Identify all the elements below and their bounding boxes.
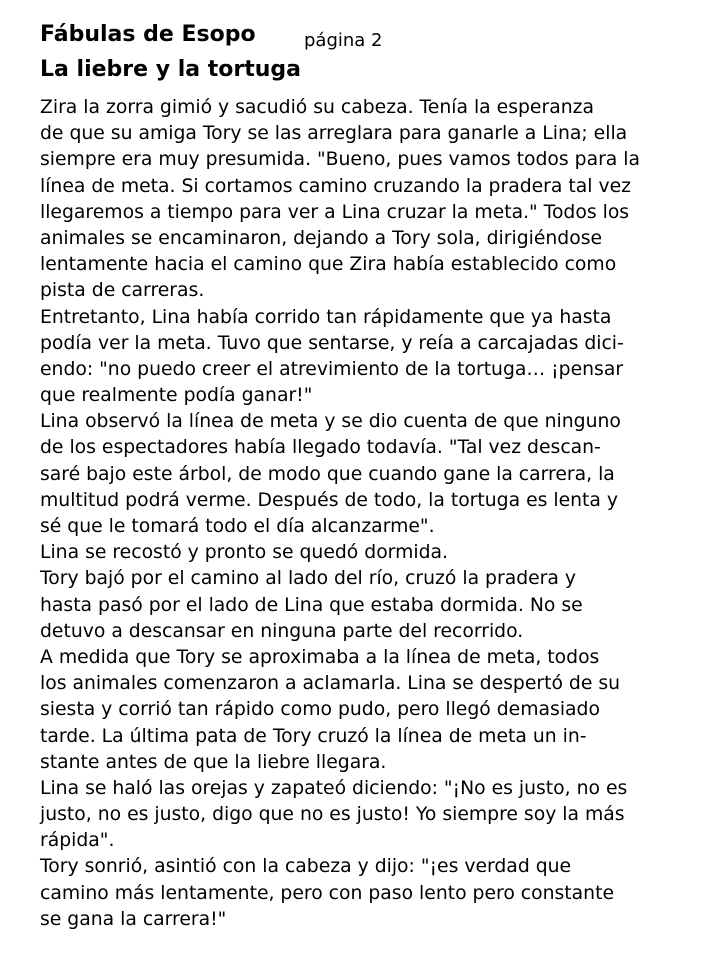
page-number: página 2: [304, 30, 383, 51]
text-line: rápida".: [40, 830, 115, 852]
text-line: podía ver la meta. Tuvo que sentarse, y reía a carcajadas dici-: [40, 332, 624, 354]
text-line: sé que le tomará todo el día alcanzarme".: [40, 516, 435, 537]
text-line: se gana la carrera!": [40, 908, 227, 930]
text-line: de que su amiga Tory se las arreglara para ganarle a Lina; ella: [40, 123, 628, 145]
series-title: Fábulas de Esopo: [40, 22, 256, 47]
text-line: que realmente podía ganar!": [40, 385, 313, 407]
text-line: de los espectadores había llegado todavía. "Tal vez descan-: [40, 437, 601, 459]
text-line: línea de meta. Si cortamos camino cruzando la pradera tal vez: [40, 175, 631, 197]
text-line: hasta pasó por el lado de Lina que estaba dormida. No se: [40, 594, 583, 616]
text-line: endo: "no puedo creer el atrevimiento de la tortuga… ¡pensar: [40, 358, 624, 380]
story-body: [40, 95, 700, 933]
story-title: La liebre y la tortuga: [40, 57, 302, 82]
text-line: lentamente hacia el camino que Zira había establecido como: [40, 254, 617, 276]
text-line: multitud podrá verme. Después de todo, la tortuga es lenta y: [40, 489, 619, 511]
text-line: Lina se recostó y pronto se quedó dormida.: [40, 542, 448, 564]
text-line: Tory bajó por el camino al lado del río, cruzó la pradera y: [40, 568, 576, 590]
text-line: Zira la zorra gimió y sacudió su cabeza. Tenía la esperanza: [40, 97, 594, 118]
text-line: animales se encaminaron, dejando a Tory sola, dirigiéndose: [40, 227, 603, 249]
text-line: Entretanto, Lina había corrido tan rápidamente que ya hasta: [40, 306, 612, 328]
text-line: llegaremos a tiempo para ver a Lina cruzar la meta." Todos los: [40, 201, 630, 223]
text-line: A medida que Tory se aproximaba a la línea de meta, todos: [40, 646, 600, 668]
text-line: stante antes de que la liebre llegara.: [40, 751, 387, 773]
text-line: justo, no es justo, digo que no es justo! Yo siempre soy la más: [40, 804, 625, 826]
text-line: los animales comenzaron a aclamarla. Lina se despertó de su: [40, 673, 621, 695]
text-line: Lina observó la línea de meta y se dio cuenta de que ninguno: [40, 411, 621, 433]
text-line: siesta y corrió tan rápido como pudo, pero llegó demasiado: [40, 699, 600, 721]
text-line: camino más lentamente, pero con paso lento pero constante: [40, 882, 614, 904]
text-line: detuvo a descansar en ninguna parte del recorrido.: [40, 620, 524, 642]
text-line: Tory sonrió, asintió con la cabeza y dijo: "¡es verdad que: [40, 856, 572, 878]
text-line: siempre era muy presumida. "Bueno, pues vamos todos para la: [40, 149, 640, 171]
text-line: tarde. La última pata de Tory cruzó la línea de meta un in-: [40, 725, 587, 747]
text-line: pista de carreras.: [40, 280, 205, 302]
text-line: Lina se haló las orejas y zapateó diciendo: "¡No es justo, no es: [40, 777, 628, 799]
text-line: saré bajo este árbol, de modo que cuando gane la carrera, la: [40, 463, 615, 485]
